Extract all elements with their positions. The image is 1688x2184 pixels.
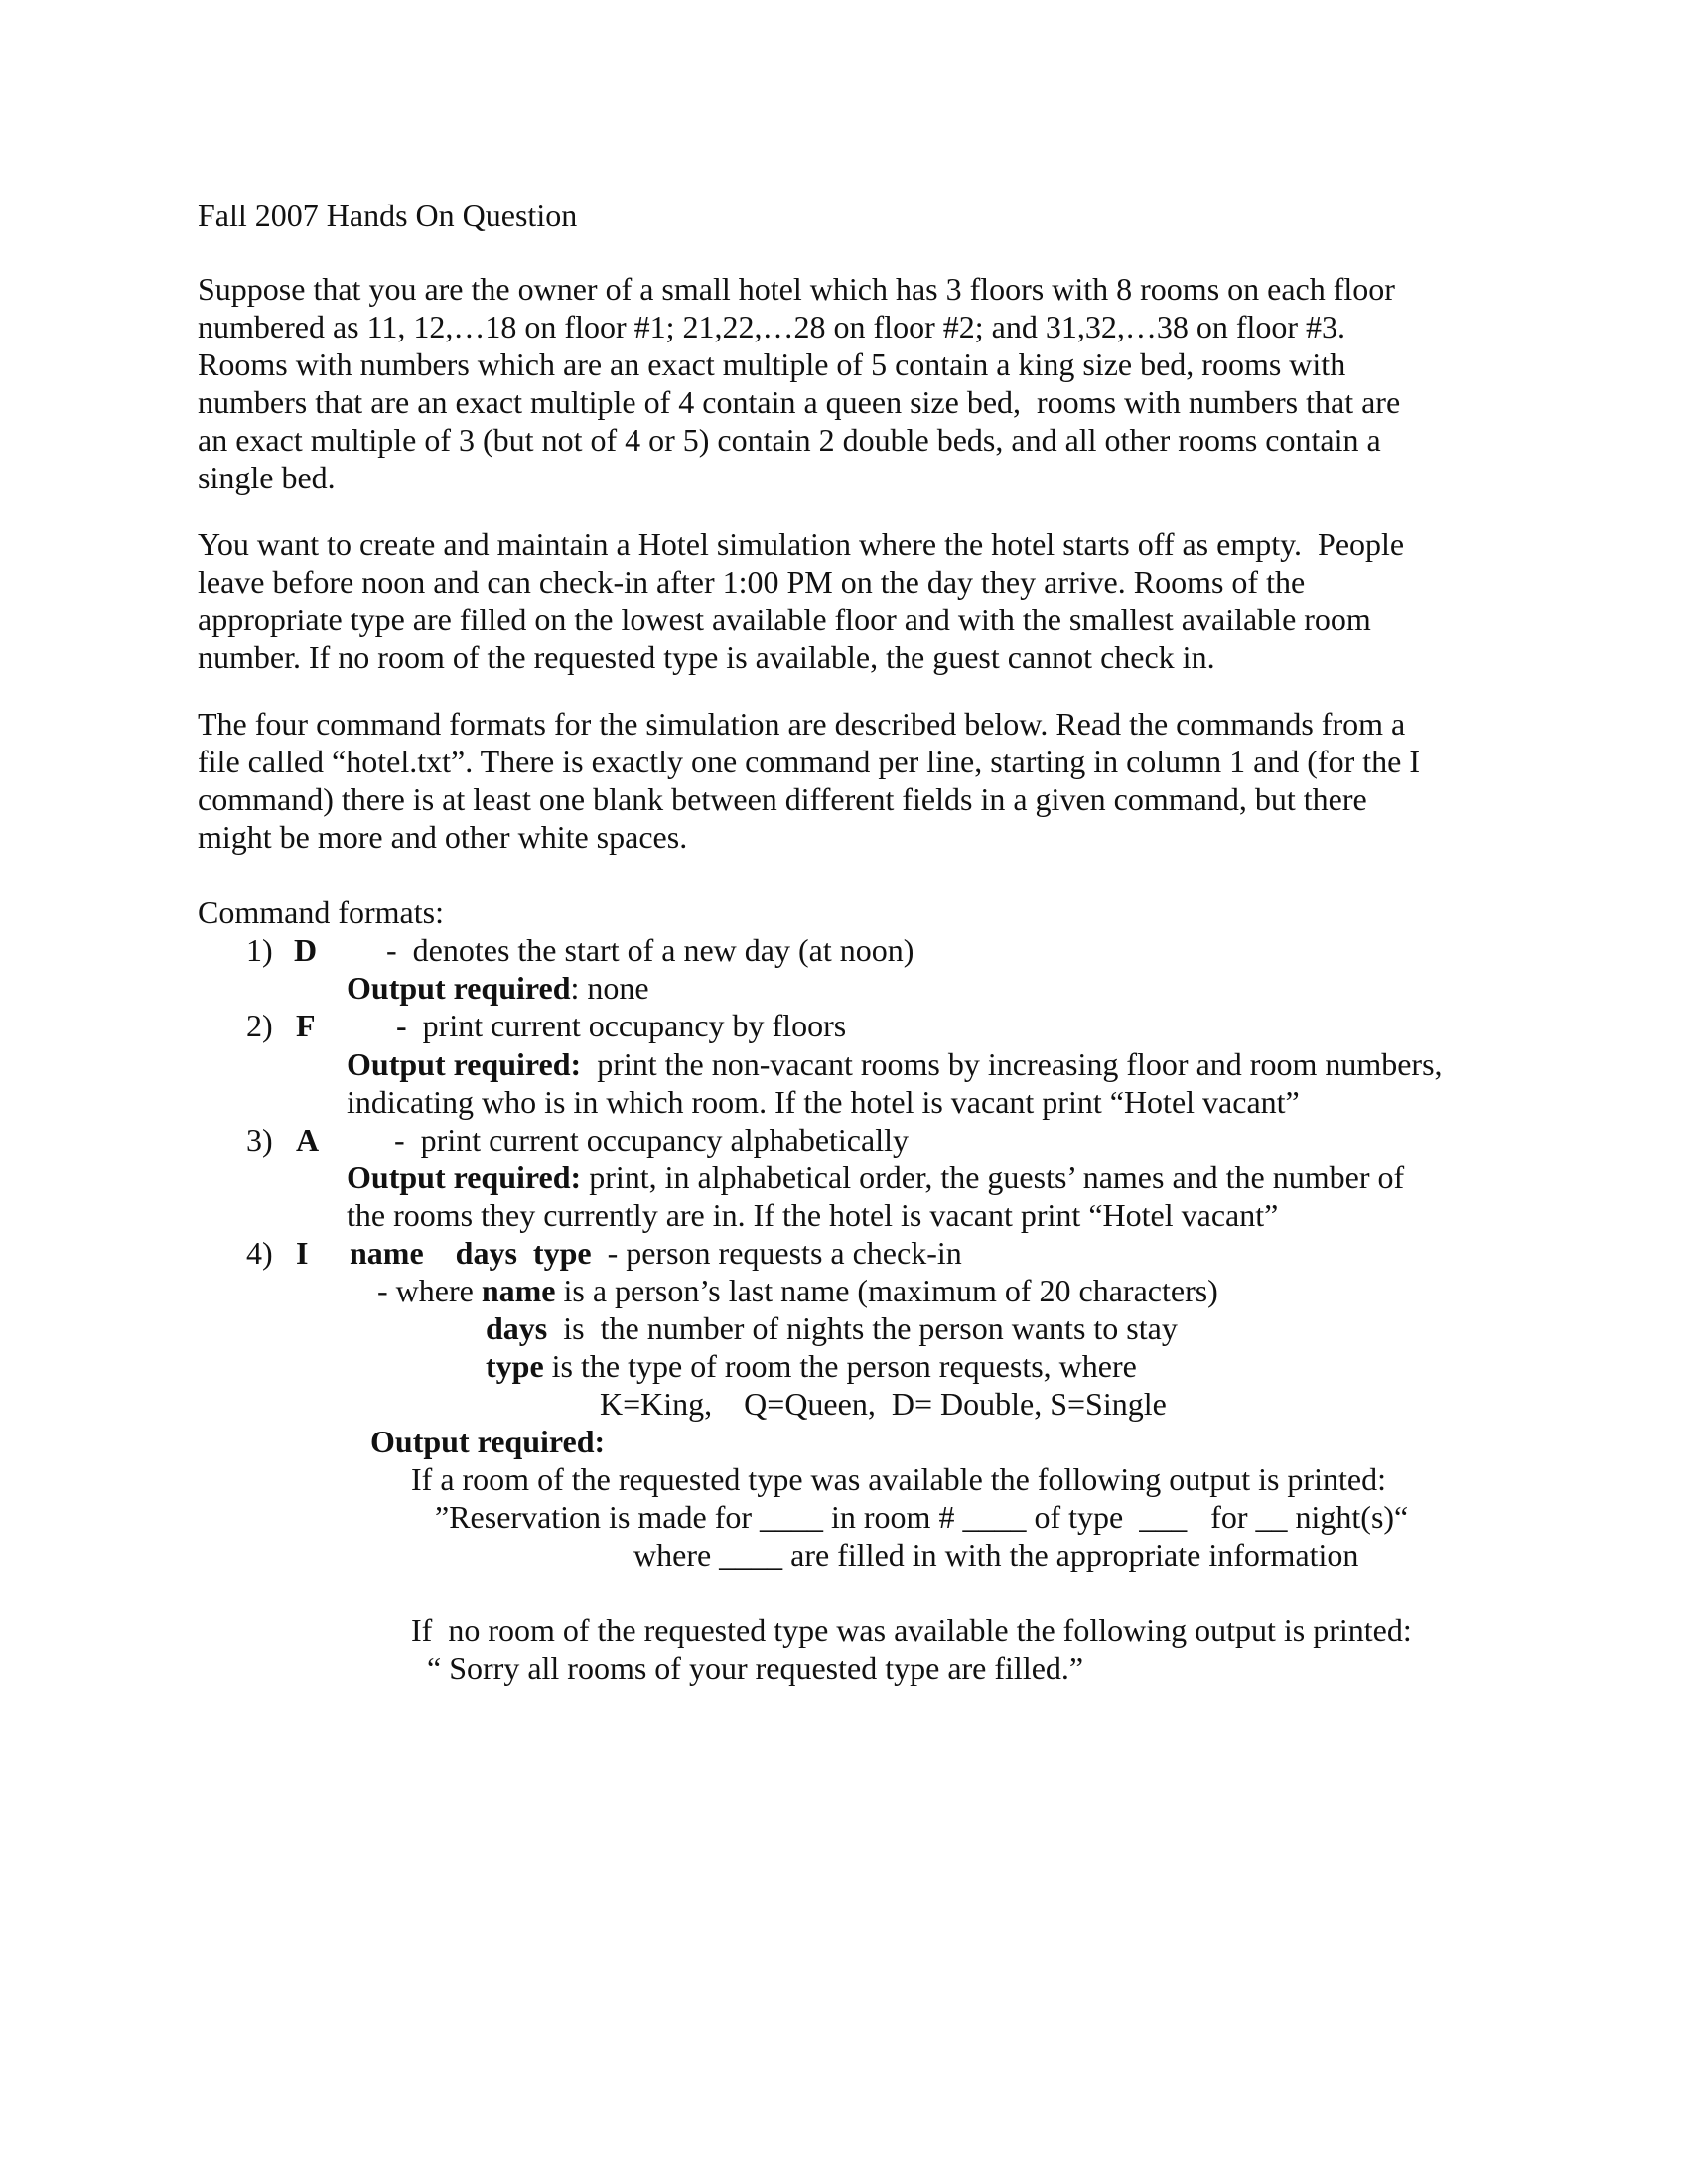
document-title: Fall 2007 Hands On Question xyxy=(198,198,578,233)
command-number: 4) xyxy=(246,1235,273,1271)
para1-line: Rooms with numbers which are an exact multiple of 5 contain a king size bed, rooms with xyxy=(198,346,1346,382)
command-description: - denotes the start of a new day (at noon) xyxy=(386,932,914,968)
para2-line: appropriate type are filled on the lowest available floor and with the smallest available room xyxy=(198,602,1371,637)
output-label: Output required: xyxy=(347,1046,582,1082)
command-fields: name days type xyxy=(350,1235,592,1271)
para1-line: an exact multiple of 3 (but not of 4 or 5) contain 2 double beds, and all other rooms contain a xyxy=(198,422,1381,458)
command-description xyxy=(396,1007,846,1044)
para1-line: numbered as 11, 12,…18 on floor #1; 21,22,…28 on floor #2; and 31,32,…38 on floor #3. xyxy=(198,309,1346,344)
para3-line: The four command formats for the simulation are described below. Read the commands from a xyxy=(198,706,1406,742)
command-letter: I xyxy=(296,1235,309,1271)
field-days-desc: days is the number of nights the person wants to stay xyxy=(486,1310,1178,1346)
type-codes: K=King, Q=Queen, D= Double, S=Single xyxy=(600,1386,1167,1422)
command-output xyxy=(347,969,649,1007)
output-label: Output required: xyxy=(370,1424,606,1459)
para2-line: leave before noon and can check-in after 1:00 PM on the day they arrive. Rooms of the xyxy=(198,564,1306,600)
unavailable-output-intro: If no room of the requested type was available the following output is printed: xyxy=(411,1612,1412,1648)
command-number: 3) xyxy=(246,1122,273,1158)
command-desc-text: print current occupancy by floors xyxy=(406,1008,847,1043)
command-letter: A xyxy=(296,1122,320,1158)
command-letter: F xyxy=(296,1008,316,1043)
field-name: name xyxy=(481,1273,556,1308)
command-description: - print current occupancy alphabetically xyxy=(394,1122,909,1158)
output-text: print, in alphabetical order, the guests’ names and the number of xyxy=(581,1160,1405,1195)
field-days: days xyxy=(486,1310,548,1346)
available-output-intro: If a room of the requested type was available the following output is printed: xyxy=(411,1461,1386,1497)
reservation-message: ”Reservation is made for ____ in room # ____ of type ___ for __ night(s)“ xyxy=(435,1499,1409,1535)
para3-line: command) there is at least one blank between different fields in a given command, but there xyxy=(198,781,1367,817)
command-output-line2: the rooms they currently are in. If the hotel is vacant print “Hotel vacant” xyxy=(347,1197,1279,1233)
para3-line: file called “hotel.txt”. There is exactly one command per line, starting in column 1 and (for the I xyxy=(198,744,1420,779)
para2-line: number. If no room of the requested type is available, the guest cannot check in. xyxy=(198,639,1215,675)
command-number: 1) xyxy=(246,932,273,968)
para1-line: Suppose that you are the owner of a small hotel which has 3 floors with 8 rooms on each floor xyxy=(198,271,1395,307)
command-dash: - xyxy=(396,1008,407,1043)
command-letter: D xyxy=(294,932,318,968)
field-name-desc: - where name is a person’s last name (maximum of 20 characters) xyxy=(377,1273,1218,1308)
blanks-note: where ____ are filled in with the appropriate information xyxy=(633,1537,1359,1572)
command-output xyxy=(347,1045,1443,1083)
command-desc-text: - person requests a check-in xyxy=(591,1235,962,1271)
sorry-message: “ Sorry all rooms of your requested type are filled.” xyxy=(427,1650,1084,1686)
para1-line: numbers that are an exact multiple of 4 contain a queen size bed, rooms with numbers that are xyxy=(198,384,1401,420)
output-label: Output required: xyxy=(347,1160,582,1195)
para3-line: might be more and other white spaces. xyxy=(198,819,688,855)
output-text: print the non-vacant rooms by increasing floor and room numbers, xyxy=(581,1046,1443,1082)
field-type: type xyxy=(486,1348,544,1384)
command-output-line2: indicating who is in which room. If the hotel is vacant print “Hotel vacant” xyxy=(347,1084,1300,1120)
command-output xyxy=(347,1159,1404,1196)
para2-line: You want to create and maintain a Hotel simulation where the hotel starts off as empty. People xyxy=(198,526,1405,562)
formats-heading: Command formats: xyxy=(198,894,444,930)
field-type-desc: type is the type of room the person requests, where xyxy=(486,1348,1137,1384)
output-text: : none xyxy=(570,970,649,1006)
para1-line: single bed. xyxy=(198,460,336,495)
output-label: Output required xyxy=(347,970,571,1006)
command-number: 2) xyxy=(246,1008,273,1043)
command-description xyxy=(350,1234,962,1272)
